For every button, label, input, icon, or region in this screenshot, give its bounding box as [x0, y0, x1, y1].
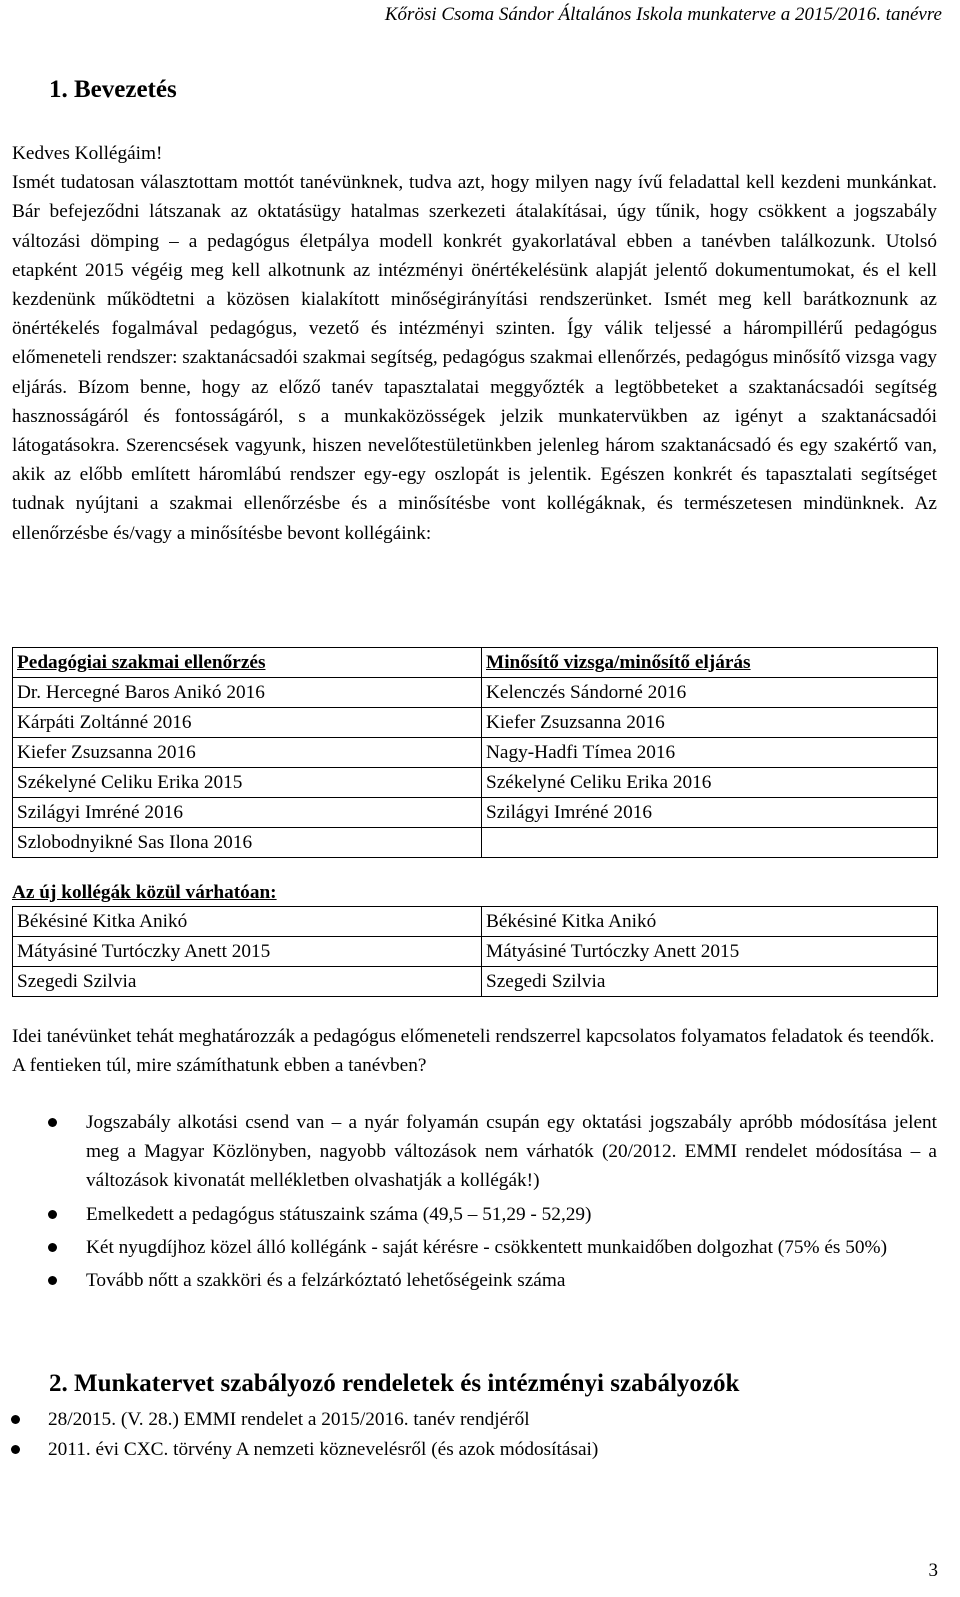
table-row: [13, 798, 938, 828]
list-item: [48, 1405, 928, 1435]
regulations-list: [48, 1405, 928, 1464]
table-row: [13, 828, 938, 858]
closing-paragraph: Idei tanévünket tehát meghatározzák a pedagógus előmeneteli rendszerrel kapcsolatos folyamatos feladatok és teendők.: [12, 1026, 935, 1047]
table-cell: Nagy-Hadfi Tímea 2016: [482, 738, 938, 768]
closing-question: A fentieken túl, mire számíthatunk ebben a tanévben?: [12, 1055, 427, 1077]
list-item: [86, 1233, 937, 1262]
section-title-regulations: 2. Munkatervet szabályozó rendeletek és intézményi szabályozók: [49, 1370, 740, 1397]
list-item: [86, 1266, 937, 1295]
table-cell: Szegedi Szilvia: [482, 967, 938, 997]
table-cell: Békésiné Kitka Anikó: [13, 907, 482, 937]
list-item-text: 2011. évi CXC. törvény A nemzeti köznevelésről (és azok módosításai): [48, 1438, 599, 1460]
bullet-icon: [48, 1210, 57, 1219]
new-colleagues-title: Az új kollégák közül várhatóan:: [12, 882, 277, 903]
table-cell: Szlobodnyikné Sas Ilona 2016: [13, 828, 482, 858]
expectations-list: [86, 1108, 937, 1299]
list-item: [86, 1200, 937, 1229]
list-item-text: 28/2015. (V. 28.) EMMI rendelet a 2015/2016. tanév rendjéről: [48, 1409, 530, 1430]
table-cell: Székelyné Celiku Erika 2015: [13, 768, 482, 798]
list-item: [86, 1108, 937, 1196]
list-item-text: Jogszabály alkotási csend van – a nyár folyamán csupán egy oktatási jogszabály apróbb módosítása jelent meg a Magyar Közlönyben, nagyobb változások nem várhatók (20/2012. EMMI rendelet módosítása – a változások kivonatát mellékletben olvashatják a kollégák!): [86, 1112, 937, 1192]
table-cell: Kárpáti Zoltánné 2016: [13, 708, 482, 738]
table-row: [13, 937, 938, 967]
table-cell-empty: [482, 828, 938, 858]
new-colleagues-table: [12, 906, 938, 997]
list-item-text: Emelkedett a pedagógus státuszaink száma (49,5 – 51,29 - 52,29): [86, 1203, 592, 1225]
table-row: [13, 708, 938, 738]
table-cell: Székelyné Celiku Erika 2016: [482, 768, 938, 798]
table-cell: Mátyásiné Turtóczky Anett 2015: [13, 937, 482, 967]
table-row: [13, 678, 938, 708]
list-item: [48, 1435, 928, 1465]
table-row: [13, 738, 938, 768]
col-header-qualification: Minősítő vizsga/minősítő eljárás: [482, 648, 938, 678]
intro-text: [12, 139, 937, 548]
table-cell: Szegedi Szilvia: [13, 967, 482, 997]
table-cell: Kiefer Zsuzsanna 2016: [13, 738, 482, 768]
bullet-icon: [48, 1118, 57, 1127]
table-cell: Mátyásiné Turtóczky Anett 2015: [482, 937, 938, 967]
salutation: Kedves Kollégáim!: [12, 143, 163, 164]
table-cell: Kelenczés Sándorné 2016: [482, 678, 938, 708]
table-row: [13, 907, 938, 937]
table-cell: Szilágyi Imréné 2016: [13, 798, 482, 828]
bullet-icon: [11, 1415, 20, 1424]
running-header: Kőrösi Csoma Sándor Általános Iskola munkaterve a 2015/2016. tanévre: [384, 4, 942, 25]
table-cell: Békésiné Kitka Anikó: [482, 907, 938, 937]
table-row: [13, 967, 938, 997]
evaluation-table: [12, 647, 938, 858]
bullet-icon: [48, 1243, 57, 1252]
bullet-icon: [11, 1445, 20, 1454]
table-cell: Szilágyi Imréné 2016: [482, 798, 938, 828]
section-title-introduction: 1. Bevezetés: [49, 76, 177, 103]
col-header-inspection: Pedagógiai szakmai ellenőrzés: [13, 648, 482, 678]
page-number: 3: [928, 1560, 938, 1581]
table-cell: Dr. Hercegné Baros Anikó 2016: [13, 678, 482, 708]
list-item-text: Tovább nőtt a szakköri és a felzárkóztató lehetőségeink száma: [86, 1270, 566, 1292]
table-row: [13, 768, 938, 798]
bullet-icon: [48, 1276, 57, 1285]
table-cell: Kiefer Zsuzsanna 2016: [482, 708, 938, 738]
intro-paragraph: Ismét tudatosan választottam mottót tanévünknek, tudva azt, hogy milyen nagy ívű feladattal kell kezdeni munkánkat. Bár befejeződni látszanak az oktatásügy hatalmas szerkezeti átalakításai, úgy tűnik, hogy csökkent a jogszabály változási dömping – a pedagógus életpálya modell konkrét gyakorlatával ebben a tanévben találkozunk. Utolsó etapként 2015 végéig meg kell alkotnunk az intézményi önértékelésünk alapját jelentő dokumentumokat, és el kell kezdenünk működtetni a közösen kialakított minőségirányítási rendszerünket. Ismét meg kell barátkoznunk az önértékelés fogalmával pedagógus, vezető és intézményi szinten. Így válik teljessé a hárompillérű pedagógus előmeneteli rendszer: szaktanácsadói szakmai segítség, pedagógus szakmai ellenőrzés, pedagógus minősítő vizsga vagy eljárás. Bízom benne, hogy az előző tanév tapasztalatai meggyőzték a legtöbbeteket a szaktanácsadói segítség hasznosságáról és fontosságáról, s a munkaközösségek jelzik munkatervükben az igényt a szaktanácsadói látogatásokra. Szerencsések vagyunk, hiszen nevelőtestületünkben jelenleg három szaktanácsadó és egy szakértő van, akik az előbb említett háromlábú rendszer egy-egy oszlopát is jelentik. Egészen konkrét és tapasztalati segítséget tudnak nyújtani a szakmai ellenőrzésbe és a minősítésbe vont kollégáknak, és természetesen mindünknek. Az ellenőrzésbe és/vagy a minősítésbe bevont kollégáink:: [12, 172, 937, 544]
table-header-row: [13, 648, 938, 678]
list-item-text: Két nyugdíjhoz közel álló kollégánk - saját kérésre - csökkentett munkaidőben dolgozhat (75% és 50%): [86, 1236, 888, 1258]
closing-text: [12, 1022, 937, 1080]
